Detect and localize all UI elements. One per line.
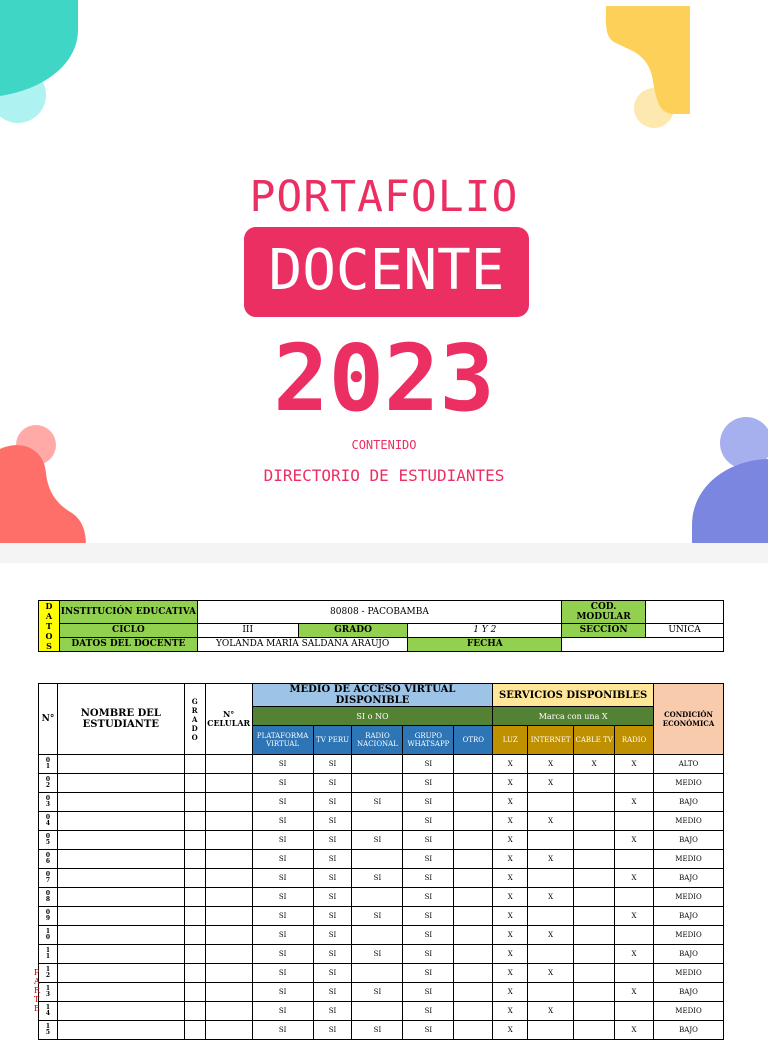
cell-num: 0 3 [39, 793, 58, 812]
cell-otro [454, 774, 493, 793]
cell-radio: X [615, 831, 654, 850]
cell-nombre [57, 964, 184, 983]
col-otro: OTRO [454, 726, 493, 755]
cell-celular [205, 964, 252, 983]
cell-grado [184, 755, 205, 774]
cell-internet: X [528, 888, 574, 907]
col-tv-peru: TV PERU [313, 726, 352, 755]
cell-celular [205, 755, 252, 774]
cod-modular-label: COD. MODULAR [562, 601, 646, 624]
cell-internet: X [528, 812, 574, 831]
col-luz: LUZ [493, 726, 528, 755]
cell-num: 0 1 [39, 755, 58, 774]
cell-nombre [57, 793, 184, 812]
cell-nombre [57, 907, 184, 926]
institucion-value: 80808 - PACOBAMBA [197, 601, 561, 624]
cell-condicion: MEDIO [654, 888, 724, 907]
datos-side-label: D A T O S [39, 601, 60, 652]
cell-whatsapp: SI [403, 869, 454, 888]
cell-cable-tv [574, 907, 615, 926]
cell-cable-tv [574, 926, 615, 945]
cell-radio: X [615, 907, 654, 926]
cell-condicion: BAJO [654, 907, 724, 926]
cell-grado [184, 983, 205, 1002]
header-servicios-sub: Marca con una X [493, 707, 654, 726]
cell-radio-nacional: SI [352, 793, 403, 812]
header-condicion: CONDICIÓN ECONÓMICA [654, 684, 724, 755]
fecha-label: FECHA [408, 637, 562, 651]
cell-nombre [57, 774, 184, 793]
seccion-label: SECCIÓN [562, 623, 646, 637]
cell-tv-peru: SI [313, 755, 352, 774]
table-row [39, 888, 724, 907]
table-row [39, 926, 724, 945]
cover-title: PORTAFOLIO [249, 172, 519, 222]
cell-celular [205, 1002, 252, 1021]
cell-whatsapp: SI [403, 907, 454, 926]
cell-internet [528, 793, 574, 812]
cell-whatsapp: SI [403, 945, 454, 964]
cell-plataforma: SI [252, 983, 313, 1002]
cell-tv-peru: SI [313, 869, 352, 888]
cell-tv-peru: SI [313, 850, 352, 869]
cell-radio: X [615, 793, 654, 812]
cell-radio [615, 850, 654, 869]
cell-cable-tv [574, 983, 615, 1002]
cell-radio-nacional [352, 926, 403, 945]
cell-radio-nacional [352, 774, 403, 793]
contents-label: CONTENIDO [351, 438, 417, 452]
cell-condicion: BAJO [654, 983, 724, 1002]
cell-num: 1 4 [39, 1002, 58, 1021]
table-row [39, 945, 724, 964]
ciclo-value: III [197, 623, 298, 637]
cell-grado [184, 869, 205, 888]
cell-internet: X [528, 850, 574, 869]
cell-num: 0 8 [39, 888, 58, 907]
cell-num: 0 9 [39, 907, 58, 926]
cell-whatsapp: SI [403, 812, 454, 831]
cell-cable-tv: X [574, 755, 615, 774]
cell-tv-peru: SI [313, 964, 352, 983]
cell-cable-tv [574, 1002, 615, 1021]
seccion-value: UNICA [646, 623, 724, 637]
cell-otro [454, 907, 493, 926]
cell-radio-nacional [352, 812, 403, 831]
cell-condicion: BAJO [654, 831, 724, 850]
cover-title-highlight: DOCENTE [244, 227, 529, 317]
cell-luz: X [493, 926, 528, 945]
cell-radio-nacional [352, 850, 403, 869]
cell-radio-nacional [352, 888, 403, 907]
table-row [39, 774, 724, 793]
cell-grado [184, 926, 205, 945]
col-cable-tv: CABLE TV [574, 726, 615, 755]
cell-whatsapp: SI [403, 888, 454, 907]
cell-num: 1 1 [39, 945, 58, 964]
cell-luz: X [493, 888, 528, 907]
cell-celular [205, 945, 252, 964]
cell-luz: X [493, 907, 528, 926]
cell-celular [205, 831, 252, 850]
school-info-table [38, 600, 724, 652]
cell-whatsapp: SI [403, 926, 454, 945]
cell-otro [454, 812, 493, 831]
institucion-label: INSTITUCIÓN EDUCATIVA [59, 601, 197, 624]
cell-cable-tv [574, 831, 615, 850]
cell-internet [528, 869, 574, 888]
cell-plataforma: SI [252, 812, 313, 831]
cell-otro [454, 945, 493, 964]
cell-tv-peru: SI [313, 831, 352, 850]
cell-whatsapp: SI [403, 964, 454, 983]
cell-celular [205, 812, 252, 831]
cell-luz: X [493, 831, 528, 850]
cell-nombre [57, 812, 184, 831]
cell-whatsapp: SI [403, 1002, 454, 1021]
cell-luz: X [493, 964, 528, 983]
table-row [39, 793, 724, 812]
cell-whatsapp: SI [403, 850, 454, 869]
cell-radio [615, 888, 654, 907]
cell-tv-peru: SI [313, 907, 352, 926]
cell-num: 1 5 [39, 1021, 58, 1040]
cell-celular [205, 1021, 252, 1040]
cell-plataforma: SI [252, 774, 313, 793]
cell-tv-peru: SI [313, 945, 352, 964]
grado-value: 1 Y 2 [408, 623, 562, 637]
cell-cable-tv [574, 793, 615, 812]
cell-otro [454, 831, 493, 850]
cell-plataforma: SI [252, 888, 313, 907]
cell-plataforma: SI [252, 926, 313, 945]
cell-tv-peru: SI [313, 1021, 352, 1040]
cell-radio-nacional: SI [352, 983, 403, 1002]
cell-num: 0 2 [39, 774, 58, 793]
cell-num: 0 5 [39, 831, 58, 850]
cell-num: 1 2 [39, 964, 58, 983]
cell-luz: X [493, 850, 528, 869]
cell-radio: X [615, 1021, 654, 1040]
cell-radio: X [615, 869, 654, 888]
cell-celular [205, 888, 252, 907]
cell-plataforma: SI [252, 945, 313, 964]
cell-radio-nacional: SI [352, 945, 403, 964]
cod-modular-value [646, 601, 724, 624]
table-row [39, 964, 724, 983]
table-row [39, 983, 724, 1002]
cell-radio-nacional: SI [352, 869, 403, 888]
cell-tv-peru: SI [313, 926, 352, 945]
cell-tv-peru: SI [313, 812, 352, 831]
cell-grado [184, 1021, 205, 1040]
cell-nombre [57, 888, 184, 907]
cell-plataforma: SI [252, 1002, 313, 1021]
cell-radio [615, 774, 654, 793]
cell-num: 1 3 [39, 983, 58, 1002]
cell-otro [454, 755, 493, 774]
cell-luz: X [493, 945, 528, 964]
cell-celular [205, 774, 252, 793]
teal-blob-decoration [0, 0, 90, 140]
cell-tv-peru: SI [313, 1002, 352, 1021]
col-plataforma: PLATAFORMA VIRTUAL [252, 726, 313, 755]
table-row [39, 812, 724, 831]
cell-cable-tv [574, 812, 615, 831]
yellow-blob-decoration [600, 0, 700, 130]
table-row [39, 850, 724, 869]
cell-cable-tv [574, 774, 615, 793]
cell-cable-tv [574, 869, 615, 888]
cell-grado [184, 888, 205, 907]
cell-luz: X [493, 869, 528, 888]
contents-item: DIRECTORIO DE ESTUDIANTES [263, 466, 505, 485]
fecha-value [562, 637, 724, 651]
cell-celular [205, 926, 252, 945]
cell-cable-tv [574, 945, 615, 964]
cell-grado [184, 812, 205, 831]
table-row [39, 831, 724, 850]
cell-grado [184, 964, 205, 983]
cell-nombre [57, 850, 184, 869]
cell-nombre [57, 1002, 184, 1021]
col-radio: RADIO [615, 726, 654, 755]
cell-grado [184, 1002, 205, 1021]
cell-internet [528, 1021, 574, 1040]
cell-nombre [57, 1021, 184, 1040]
header-medio-acceso: MEDIO DE ACCESO VIRTUAL DISPONIBLE [252, 684, 493, 707]
cell-luz: X [493, 793, 528, 812]
cell-nombre [57, 926, 184, 945]
cell-radio: X [615, 755, 654, 774]
cell-condicion: MEDIO [654, 1002, 724, 1021]
cell-tv-peru: SI [313, 983, 352, 1002]
cell-internet: X [528, 1002, 574, 1021]
cell-plataforma: SI [252, 869, 313, 888]
cell-radio [615, 1002, 654, 1021]
cell-condicion: BAJO [654, 869, 724, 888]
page-divider [0, 543, 768, 563]
cell-radio-nacional: SI [352, 831, 403, 850]
cell-internet [528, 945, 574, 964]
cell-radio [615, 926, 654, 945]
cell-plataforma: SI [252, 793, 313, 812]
header-num: N° [39, 684, 58, 755]
cell-celular [205, 850, 252, 869]
cell-radio: X [615, 945, 654, 964]
cell-otro [454, 869, 493, 888]
cell-condicion: MEDIO [654, 926, 724, 945]
cell-luz: X [493, 812, 528, 831]
table-row [39, 869, 724, 888]
cell-internet [528, 831, 574, 850]
cell-grado [184, 907, 205, 926]
cell-whatsapp: SI [403, 755, 454, 774]
cell-radio [615, 812, 654, 831]
cell-celular [205, 907, 252, 926]
cell-internet: X [528, 964, 574, 983]
cell-celular [205, 793, 252, 812]
cell-radio-nacional [352, 755, 403, 774]
cell-tv-peru: SI [313, 888, 352, 907]
side-watermark-letters: P A R T E [34, 968, 41, 1013]
student-directory-table [38, 683, 724, 1040]
docente-label: DATOS DEL DOCENTE [59, 637, 197, 651]
col-internet: INTERNET [528, 726, 574, 755]
cell-radio-nacional [352, 1002, 403, 1021]
cell-nombre [57, 831, 184, 850]
header-servicios: SERVICIOS DISPONIBLES [493, 684, 654, 707]
grado-label: GRADO [298, 623, 408, 637]
cell-cable-tv [574, 850, 615, 869]
table-row [39, 755, 724, 774]
cell-nombre [57, 869, 184, 888]
cell-condicion: BAJO [654, 1021, 724, 1040]
cell-luz: X [493, 1021, 528, 1040]
cell-grado [184, 793, 205, 812]
cell-plataforma: SI [252, 1021, 313, 1040]
cell-radio [615, 964, 654, 983]
cell-otro [454, 850, 493, 869]
col-grupo-whatsapp: GRUPO WHATSAPP [403, 726, 454, 755]
cell-radio-nacional: SI [352, 1021, 403, 1040]
table-row [39, 1002, 724, 1021]
cell-cable-tv [574, 964, 615, 983]
cell-cable-tv [574, 888, 615, 907]
cell-plataforma: SI [252, 907, 313, 926]
cell-internet: X [528, 755, 574, 774]
cell-luz: X [493, 774, 528, 793]
cell-num: 0 7 [39, 869, 58, 888]
col-radio-nacional: RADIO NACIONAL [352, 726, 403, 755]
cell-grado [184, 850, 205, 869]
cell-celular [205, 983, 252, 1002]
cell-otro [454, 1002, 493, 1021]
docente-value: YOLANDA MARÍA SALDAÑA ARAUJO [197, 637, 408, 651]
cell-radio: X [615, 983, 654, 1002]
cell-condicion: BAJO [654, 793, 724, 812]
cell-condicion: MEDIO [654, 812, 724, 831]
cell-num: 0 6 [39, 850, 58, 869]
cell-otro [454, 983, 493, 1002]
cell-luz: X [493, 983, 528, 1002]
cell-celular [205, 869, 252, 888]
cell-internet: X [528, 774, 574, 793]
cell-whatsapp: SI [403, 774, 454, 793]
cell-nombre [57, 983, 184, 1002]
cell-internet [528, 907, 574, 926]
header-medio-sub: SI o NO [252, 707, 493, 726]
cell-plataforma: SI [252, 850, 313, 869]
cell-grado [184, 945, 205, 964]
cover-year: 2023 [273, 325, 495, 432]
cell-internet [528, 983, 574, 1002]
cell-num: 0 4 [39, 812, 58, 831]
cell-condicion: MEDIO [654, 774, 724, 793]
cell-otro [454, 888, 493, 907]
cell-otro [454, 793, 493, 812]
cell-otro [454, 1021, 493, 1040]
cell-condicion: MEDIO [654, 850, 724, 869]
header-nombre: NOMBRE DEL ESTUDIANTE [57, 684, 184, 755]
header-celular: N° CELULAR [205, 684, 252, 755]
table-row [39, 1021, 724, 1040]
cell-radio-nacional: SI [352, 907, 403, 926]
cell-nombre [57, 945, 184, 964]
cell-tv-peru: SI [313, 793, 352, 812]
student-rows [39, 755, 724, 1040]
cell-radio-nacional [352, 964, 403, 983]
ciclo-label: CICLO [59, 623, 197, 637]
cell-whatsapp: SI [403, 983, 454, 1002]
cell-whatsapp: SI [403, 831, 454, 850]
cell-plataforma: SI [252, 964, 313, 983]
cell-luz: X [493, 1002, 528, 1021]
cell-plataforma: SI [252, 831, 313, 850]
cell-otro [454, 964, 493, 983]
cell-grado [184, 774, 205, 793]
cell-plataforma: SI [252, 755, 313, 774]
cell-condicion: MEDIO [654, 964, 724, 983]
cell-whatsapp: SI [403, 793, 454, 812]
cell-num: 1 0 [39, 926, 58, 945]
cell-whatsapp: SI [403, 1021, 454, 1040]
cell-condicion: BAJO [654, 945, 724, 964]
cell-tv-peru: SI [313, 774, 352, 793]
cell-nombre [57, 755, 184, 774]
table-row [39, 907, 724, 926]
cell-condicion: ALTO [654, 755, 724, 774]
cell-internet: X [528, 926, 574, 945]
cell-otro [454, 926, 493, 945]
cell-luz: X [493, 755, 528, 774]
cell-grado [184, 831, 205, 850]
header-grado: G R A D O [184, 684, 205, 755]
cell-cable-tv [574, 1021, 615, 1040]
